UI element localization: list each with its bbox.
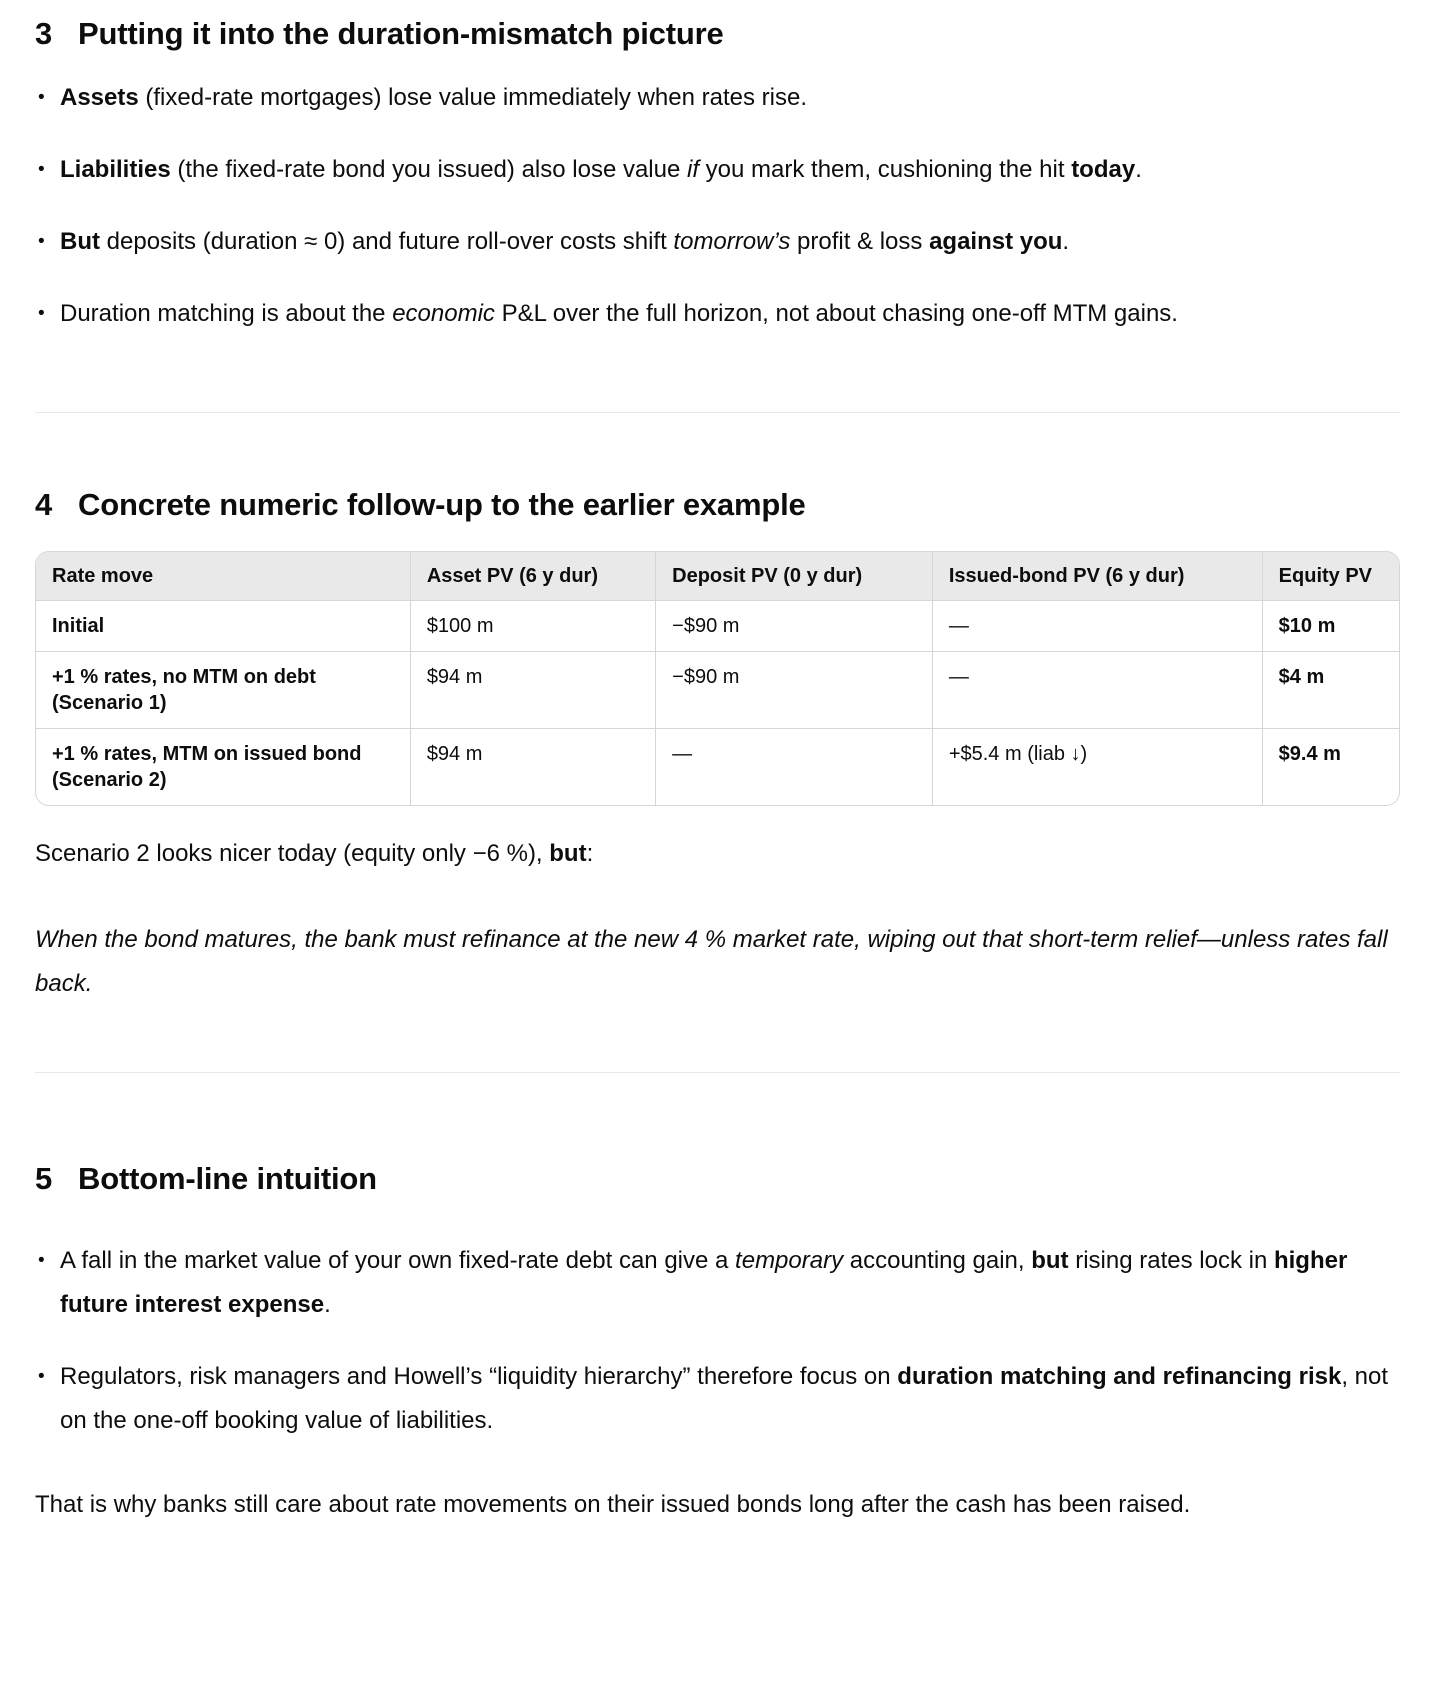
list-item-text: Duration matching is about the economic P&L over the full horizon, not about chasing one-off MTM gains. [60,300,1178,327]
section-bottom-line [35,1159,1400,1527]
table-row [36,652,1399,729]
table-row [36,601,1399,652]
section-duration-mismatch [35,14,1400,336]
table-cell-asset-pv: $94 m [411,729,656,805]
bullet-list [35,1239,1400,1443]
table-cell-equity-pv: $9.4 m [1278,743,1341,765]
table-cell-issued-bond-pv: — [933,601,1263,652]
table-header-row [36,552,1399,601]
table-cell-equity-pv: $10 m [1263,601,1399,652]
list-item-text: Assets (fixed-rate mortgages) lose value immediately when rates rise. [60,84,807,111]
table-cell-rate-move: +1 % rates, no MTM on debt (Scenario 1) [36,652,411,729]
bullet-marker: • [38,87,45,108]
heading-title: Bottom-line intuition [78,1161,377,1196]
bullet-list [35,76,1400,336]
section-3-heading [35,14,1400,54]
list-item [35,148,1400,192]
heading-number: 5 [35,1161,53,1196]
bullet-marker: • [38,231,45,252]
bullet-marker: • [38,303,45,324]
refinance-quote: When the bond matures, the bank must refinance at the new 4 % market rate, wiping out that short-term relief—unless rates fall back. [35,926,1388,997]
list-item [35,76,1400,120]
bullet-marker: • [38,1250,45,1271]
section-4-heading [35,485,1400,525]
table-cell-asset-pv: $100 m [411,601,656,652]
table-cell-deposit-pv: −$90 m [656,652,933,729]
list-item [35,292,1400,336]
list-item-text: But deposits (duration ≈ 0) and future roll-over costs shift tomorrow’s profit & loss against you. [60,228,1070,255]
table-cell-asset-pv: $94 m [411,652,656,729]
list-item [35,1355,1400,1443]
heading-number: 3 [35,16,53,51]
table-header-cell-equity-pv: Equity PV [1263,552,1399,601]
table-cell-rate-move: Initial [36,601,411,652]
heading-title: Concrete numeric follow-up to the earlier example [78,487,806,522]
bullet-marker: • [38,1366,45,1387]
list-item-text: Liabilities (the fixed-rate bond you issued) also lose value if you mark them, cushioning the hit today. [60,156,1142,183]
section-5-heading [35,1159,1400,1199]
section-numeric-follow-up [35,485,1400,1006]
table-cell-issued-bond-pv: +$5.4 m (liab ↓) [933,729,1263,805]
table-cell-rate-move: +1 % rates, MTM on issued bond (Scenario 2) [36,729,411,805]
list-item-text: A fall in the market value of your own fixed-rate debt can give a temporary accounting gain, but rising rates lock in higher future interest expense. [60,1247,1348,1318]
closing-paragraph: That is why banks still care about rate movements on their issued bonds long after the cash has been raised. [35,1491,1191,1518]
list-item [35,220,1400,264]
table-cell-deposit-pv: — [656,729,933,805]
table-header-cell-rate-move: Rate move [36,552,411,601]
table-header-cell-issued-bond-pv: Issued-bond PV (6 y dur) [933,552,1263,601]
table-header-cell-asset-pv: Asset PV (6 y dur) [411,552,656,601]
table-cell-deposit-pv: −$90 m [656,601,933,652]
table-row [36,729,1399,805]
table-cell-issued-bond-pv: — [933,652,1263,729]
list-item [35,1239,1400,1327]
scenario-note: Scenario 2 looks nicer today (equity only −6 %), but: [35,840,594,867]
bullet-marker: • [38,159,45,180]
table-cell-equity-pv: $4 m [1263,652,1399,729]
section-divider [35,1072,1400,1073]
list-item-text: Regulators, risk managers and Howell’s “liquidity hierarchy” therefore focus on duration matching and refinancing risk, not on the one-off booking value of liabilities. [60,1363,1389,1434]
scenario-table [35,551,1400,806]
section-divider [35,412,1400,413]
heading-number: 4 [35,487,53,522]
table-header-cell-deposit-pv: Deposit PV (0 y dur) [656,552,933,601]
heading-title: Putting it into the duration-mismatch picture [78,16,724,51]
